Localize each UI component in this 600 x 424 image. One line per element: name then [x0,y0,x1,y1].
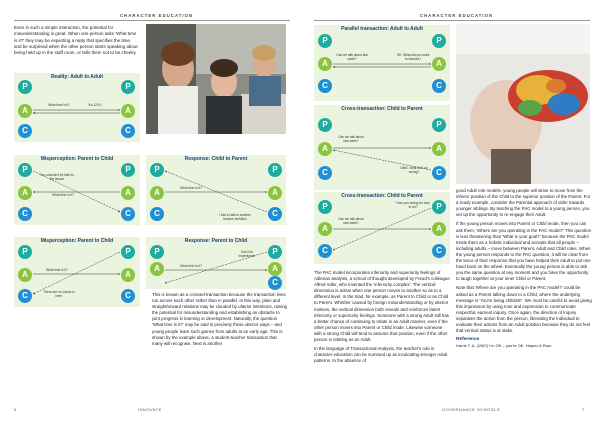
response-diagram-title: Response: Child to Parent [184,156,248,162]
parent-circle: P [18,245,32,259]
adult-circle: A [18,268,32,282]
page-number-left: 6 [14,407,17,412]
parent-circle: P [318,200,332,214]
adult-circle: A [150,262,164,276]
right-body-column-2 [456,188,592,349]
parent-circle: P [268,245,282,259]
cross-diagram-title-2: Cross-transaction: Child to Parent [341,193,423,199]
parent-circle: P [18,80,32,94]
right-footer-label: GOVERNANCE SCHOOLS [442,407,501,412]
paragraph: good Adult role models, young people will strive to move from the inferior position of the Child to the superior position of the Parent. For a ready example, consider the Parental approach of older towards younger siblings. By teaching the PAC model to a young person, you set up the opportunity to re-engage their Adult. [456,188,591,218]
child-circle: C [121,207,135,221]
right-page [300,0,600,424]
adult-circle: A [121,268,135,282]
adult-circle: A [318,142,332,156]
parent-circle: P [432,34,446,48]
child-circle: C [268,207,282,221]
page-number-right: 7 [582,407,585,412]
response-child-label: I had to talk to another teacher sir/Miss! [219,213,251,221]
parent-circle: P [121,245,135,259]
child-circle: C [318,79,332,93]
child-circle: C [432,244,446,258]
reality-diagram-title: Reality: Adult to Adult [50,74,104,80]
adult-circle: A [318,222,332,236]
left-body-text: This is known as a crossed-transaction because the transaction lines run across each other rather than in parallel. In this way, plain and straightforward relations may be clouded by ulterior intentions, raising the potential for misunderstanding and establishing an obstacle to joint progress in learning or development. Naturally, the question 'What time is it?' may be said in precisely these ulterior ways – and young people learn such games from adults at an early age. This is shown by the example above, a student-teacher transaction that many will recognise. Next is another [152,292,287,346]
left-footer-label: INNOVATE [138,407,162,412]
child-circle: C [121,289,135,303]
misperception-question-label-2: What time is it? [46,268,68,272]
misperception-question-label: What time is it? [52,193,74,197]
child-circle: C [318,166,332,180]
child-circle: C [18,207,32,221]
adult-circle: A [121,104,135,118]
parent-circle: P [318,118,332,132]
parent-circle: P [432,118,446,132]
paragraph: If the young person moves into Parent or Child mode, then you can ask them, 'Where are you operating in the PAC model?' This question is less threatening than 'What is your goal?' because the PAC model treats them as a holistic individual and accepts that all people – including adults – move between Parent, Adult and Child roles. When the young person responds to the PAC question, it will be clear from the tenor of their response that you have helped their Adult to put one hand back on the wheel. Eventually the young person is able to ask you the same question at any moment and you have the opportunity to laugh together at your inner Child or Parent. [456,221,592,282]
parent-circle: P [150,245,164,259]
left-page-header: CHARACTER EDUCATION [120,13,194,18]
child-circle: C [150,207,164,221]
child-circle: C [318,244,332,258]
response-question-label-2: What time is it? [180,264,202,268]
parallel-diagram-title: Parallel transaction: Adult to Adult [341,26,423,32]
cross-child-label: OMG, what did I do wrong? [400,166,428,174]
cross-question-label: Can we talk about last week? [338,135,364,143]
parent-circle: P [121,163,135,177]
cross-question-label-2: Can we talk about last week? [338,217,364,225]
parent-circle: P [150,163,164,177]
response-question-label: What time is it? [180,186,202,190]
cross-child-label-2: How you acting for how to do? [396,201,430,209]
child-circle: C [268,276,282,290]
child-circle: C [432,166,446,180]
adult-circle: A [121,186,135,200]
brain-model-photo [456,24,590,184]
reference-heading: Reference [456,337,480,343]
parallel-reply-label: OK. What did you want to discuss? [396,53,430,61]
parent-circle: P [432,200,446,214]
child-circle: C [432,79,446,93]
parent-circle: P [268,163,282,177]
adult-circle: A [432,57,446,71]
adult-circle: A [432,222,446,236]
parallel-question-label: Can we talk about last week? [336,53,368,61]
paragraph: In the language of Transactional Analysis, the teacher's role in character education can be summed up as inculcating stronger Adult patterns. In the absence of [314,346,448,364]
reality-question-label: What time is it? [48,103,70,107]
adult-circle: A [432,142,446,156]
child-circle: C [18,289,32,303]
adult-circle: A [268,186,282,200]
misperception-diagram-title-2: Misperception: Parent to Child [40,238,114,244]
paragraph: The PAC model incorporates inferiority and superiority feelings of Adlerian analysis, a school of thought developed by Freud's colleague Alfred Adler, who invented the 'inferiority complex'. The vertical dimension is active when one person moves to another so as to a different level. In the triad, for example, as Parent to Child or as Child to Parent. Whether caused by foreign misunderstanding or by ulterior motives, the vertical dimension both reveals and reinforces latent inferiority or superiority feelings. Someone with a strong Adult still has a better chance of continuing to relate in an Adult manner, even if the other person moves into Parent or Child mode. Likewise someone with a strong Child will tend to assume that position, even if the other person is relating as an Adult. [314,270,450,343]
child-circle: C [121,124,135,138]
parent-circle: P [121,80,135,94]
brain-model-image [456,24,590,184]
right-body-column-1 [314,270,450,367]
parent-circle: P [18,163,32,177]
intro-text: Even in such a simple interaction, the potential for misunderstanding is great. When one person asks 'What time is it?' they may be expecting a reply that specifies the time, and be surprised when the other person starts speaking about being held up in the staff room, or tells them not to be cheeky. [14,25,138,56]
misperception-diagram-title: Misperception: Parent to Child [40,156,114,162]
response-diagram-title-2: Response: Parent to Child [184,238,248,244]
reference-text: Harris T. A. (1967) I'm OK – you're OK. Harper & Row. [456,343,552,349]
misperception-parent-label: You shouldn't be late for the lesson [40,173,74,181]
adult-circle: A [150,186,164,200]
child-circle: C [18,124,32,138]
right-page-header: CHARACTER EDUCATION [420,13,494,18]
adult-circle: A [18,104,32,118]
adult-circle: A [268,262,282,276]
response-parent-label: Don't be impertinent. [238,250,256,258]
adult-circle: A [18,186,32,200]
paragraph: Note that 'Where are you operating in the PAC model?' could be asked as a Parent talking down to a Child, where the underlying message is 'You're being childish!'. We must be careful to avoid giving this impression by using tone and expression to communicate respectful, earnest inquiry. Once again, the direction of inquiry separates the action from the person, liberating the individual to evaluate their actions from an Adult position because they do not feel that vertical status is at stake. [456,285,592,334]
adult-circle: A [318,57,332,71]
misperception-child-label: There are no clocks in here. [43,290,75,298]
reality-reply-label: It's 12:10 [88,103,102,107]
parent-circle: P [318,34,332,48]
cross-diagram-title: Cross-transaction: Child to Parent [341,106,423,112]
